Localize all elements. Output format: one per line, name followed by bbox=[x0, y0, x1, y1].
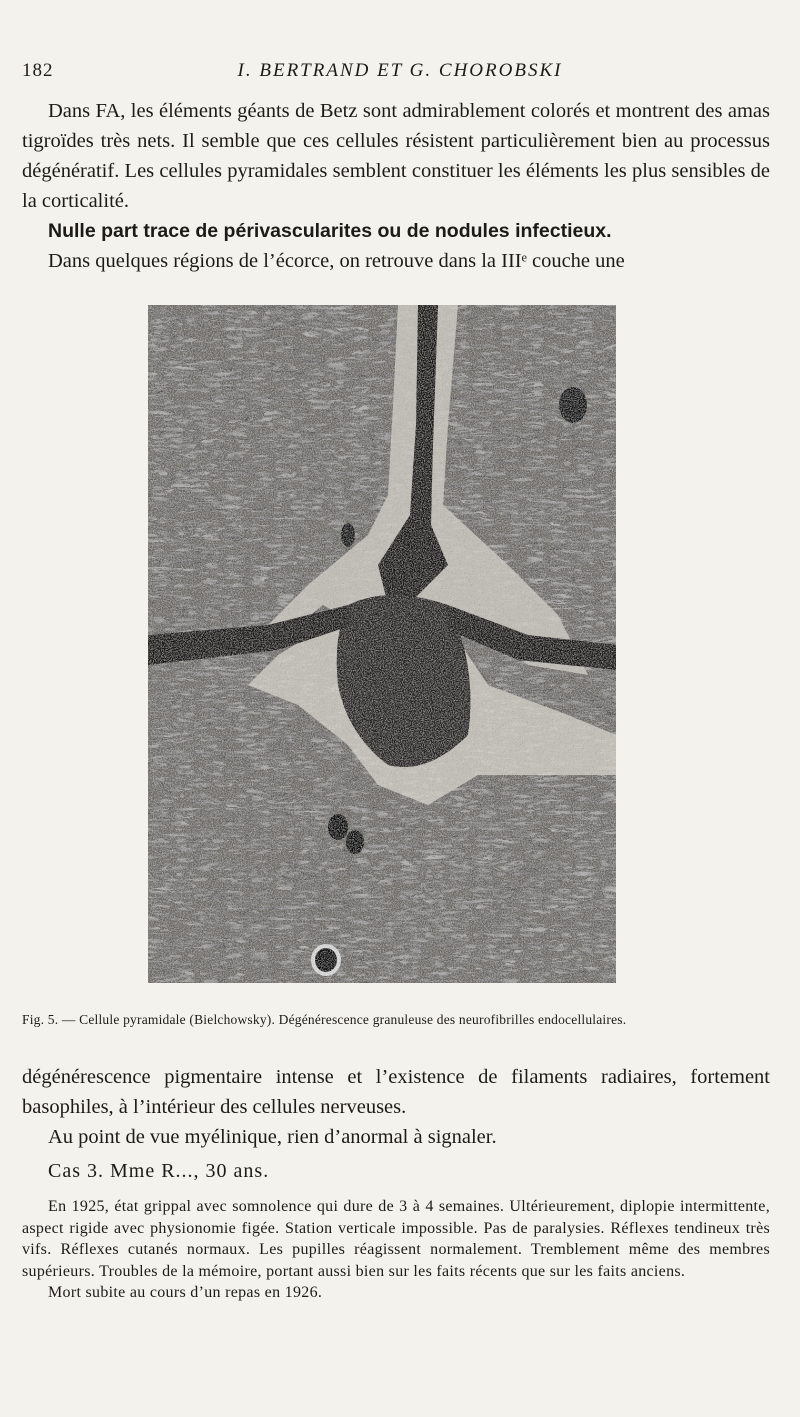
figure-caption: Fig. 5. — Cellule pyramidale (Bielchowsky). Dégénérescence granuleuse des neurofibrilles endocellulaires. bbox=[22, 1012, 627, 1027]
page-header bbox=[22, 60, 778, 88]
micrograph-image bbox=[148, 305, 616, 983]
running-head: I. BERTRAND ET G. CHOROBSKI bbox=[237, 60, 563, 81]
micrograph-figure bbox=[148, 305, 616, 983]
paragraph: dégénérescence pigmentaire intense et l’existence de filaments radiaires, fortement basophiles, à l’intérieur des cellules nerveuses. bbox=[22, 1066, 770, 1118]
paragraph: Au point de vue myélinique, rien d’anormal à signaler. bbox=[48, 1126, 497, 1148]
case-description bbox=[22, 1196, 770, 1304]
paragraph: Mort subite au cours d’un repas en 1926. bbox=[48, 1284, 323, 1301]
page-number: 182 bbox=[22, 60, 54, 81]
paragraph: Dans FA, les éléments géants de Betz sont admirablement colorés et montrent des amas tigroïdes très nets. Il semble que ces cellules résistent particulièrement bien au processus dégénératif. Les cellules pyramidales semblent constituer les éléments les plus sensibles de la corticalité. bbox=[22, 100, 770, 212]
paragraph: En 1925, état grippal avec somnolence qui dure de 3 à 4 semaines. Ultérieurement, diplopie intermittente, aspect rigide avec physionomie figée. Station verticale impossible. Pas de paralysies. Réflexes tendineux très vifs. Réflexes cutanés normaux. Les pupilles réagissent normalement. Tremblement même des membres supérieurs. Troubles de la mémoire, portant aussi bien sur les faits récents que sur les faits anciens. bbox=[22, 1198, 770, 1280]
body-text-bottom bbox=[22, 1062, 770, 1152]
paragraph: Dans quelques régions de l’écorce, on retrouve dans la IIIᵉ couche une bbox=[48, 250, 625, 272]
paragraph: Nulle part trace de périvascularites ou de nodules infectieux. bbox=[48, 220, 612, 242]
case-heading: Cas 3. Mme R..., 30 ans. bbox=[48, 1160, 270, 1182]
body-text-top bbox=[22, 96, 770, 276]
